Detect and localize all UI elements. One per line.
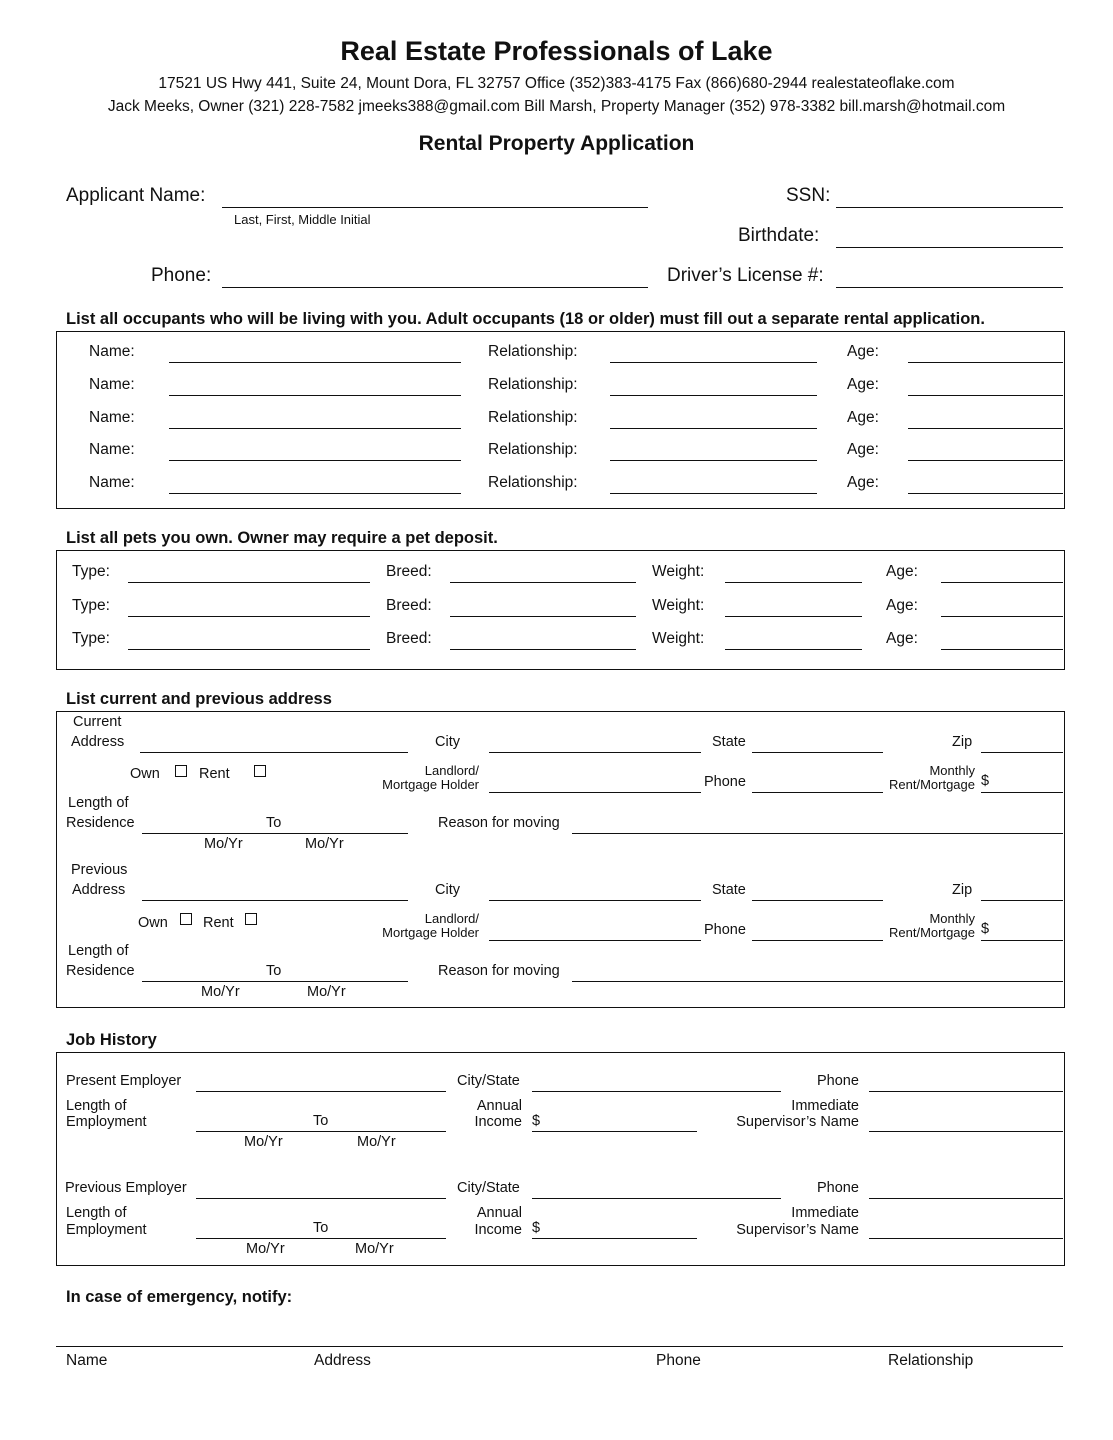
pet-age-field[interactable]: [941, 616, 1063, 617]
occupant-age-field[interactable]: [908, 395, 1063, 396]
previous-address-field[interactable]: [142, 900, 408, 901]
pet-type-label: Type:: [72, 563, 110, 580]
occupant-name-label: Name:: [89, 441, 135, 458]
previous-landlord-label-1: Landlord/: [424, 911, 479, 926]
previous-job-phone-field[interactable]: [869, 1198, 1063, 1199]
pet-age-label: Age:: [886, 597, 918, 614]
company-contacts: Jack Meeks, Owner (321) 228-7582 jmeeks388@gmail.com Bill Marsh, Property Manager (352) 978-3382 bill.marsh@hotmail.com: [107, 98, 1006, 115]
previous-job-length-label-2: Employment: [66, 1222, 147, 1238]
previous-moyr-to: Mo/Yr: [307, 984, 346, 1000]
pet-type-field[interactable]: [128, 616, 370, 617]
occupant-name-label: Name:: [89, 474, 135, 491]
previous-moyr-from: Mo/Yr: [201, 984, 240, 1000]
applicant-name-label: Applicant Name:: [66, 185, 206, 206]
current-own-checkbox[interactable]: [175, 765, 187, 777]
previous-city-label: City: [435, 882, 460, 898]
occupant-relationship-field[interactable]: [610, 428, 817, 429]
present-employer-field[interactable]: [196, 1091, 446, 1092]
pet-type-label: Type:: [72, 630, 110, 647]
previous-to-label: To: [266, 963, 282, 979]
occupant-relationship-field[interactable]: [610, 493, 817, 494]
current-landlord-label-1: Landlord/: [424, 763, 479, 778]
company-title: Real Estate Professionals of Lake: [340, 36, 773, 66]
phone-field[interactable]: [222, 287, 648, 288]
previous-monthly-label-1: Monthly: [929, 911, 975, 926]
current-monthly-label-2: Rent/Mortgage: [889, 777, 975, 792]
current-to-label: To: [266, 815, 282, 831]
present-supervisor-label-1: Immediate: [791, 1098, 859, 1114]
previous-dollar-sign: $: [981, 921, 990, 937]
occupant-name-label: Name:: [89, 376, 135, 393]
previous-zip-label: Zip: [952, 882, 973, 898]
current-address-field[interactable]: [140, 752, 408, 753]
occupant-age-label: Age:: [847, 409, 879, 426]
current-phone-field[interactable]: [752, 792, 883, 793]
previous-phone-field[interactable]: [752, 940, 883, 941]
previous-length-label-2: Residence: [66, 963, 135, 979]
previous-own-checkbox[interactable]: [180, 913, 192, 925]
pet-type-field[interactable]: [128, 649, 370, 650]
present-employer-label: Present Employer: [66, 1073, 182, 1089]
pet-type-label: Type:: [72, 597, 110, 614]
occupant-age-field[interactable]: [908, 493, 1063, 494]
pet-age-label: Age:: [886, 563, 918, 580]
pet-breed-field[interactable]: [450, 582, 636, 583]
present-length-label-1: Length of: [66, 1098, 127, 1114]
drivers-license-field[interactable]: [836, 287, 1063, 288]
occupant-relationship-label: Relationship:: [488, 441, 578, 458]
occupant-age-label: Age:: [847, 343, 879, 360]
emergency-phone-label: Phone: [656, 1352, 701, 1369]
previous-job-length-field[interactable]: [196, 1238, 446, 1239]
previous-own-label: Own: [138, 915, 168, 931]
current-address-label-1: Current: [73, 714, 122, 730]
birthdate-label: Birthdate:: [738, 225, 820, 246]
present-income-field[interactable]: [532, 1131, 697, 1132]
previous-city-field[interactable]: [489, 900, 701, 901]
occupant-name-label: Name:: [89, 409, 135, 426]
previous-phone-label: Phone: [704, 922, 746, 938]
previous-supervisor-label-1: Immediate: [791, 1205, 859, 1221]
pet-weight-label: Weight:: [652, 630, 705, 647]
company-address: 17521 US Hwy 441, Suite 24, Mount Dora, FL 32757 Office (352)383-4175 Fax (866)680-2944 realestateoflake.com: [158, 75, 955, 92]
previous-rent-label: Rent: [203, 915, 234, 931]
current-length-label-2: Residence: [66, 815, 135, 831]
drivers-license-label: Driver’s License #:: [667, 265, 824, 286]
ssn-field[interactable]: [836, 207, 1063, 208]
previous-rent-checkbox[interactable]: [245, 913, 257, 925]
ssn-label: SSN:: [786, 185, 831, 206]
occupant-age-label: Age:: [847, 441, 879, 458]
previous-monthly-label-2: Rent/Mortgage: [889, 925, 975, 940]
applicant-name-hint: Last, First, Middle Initial: [234, 212, 371, 227]
previous-landlord-label-2: Mortgage Holder: [382, 925, 479, 940]
birthdate-field[interactable]: [836, 247, 1063, 248]
previous-income-label-1: Annual: [476, 1205, 522, 1221]
occupant-name-field[interactable]: [169, 493, 461, 494]
current-length-field[interactable]: [142, 833, 408, 834]
previous-address-label-1: Previous: [71, 862, 128, 878]
present-to-label: To: [313, 1113, 329, 1129]
present-income-dollar: $: [532, 1113, 541, 1129]
occupant-relationship-field[interactable]: [610, 362, 817, 363]
address-heading: List current and previous address: [66, 690, 332, 708]
current-state-field[interactable]: [752, 752, 883, 753]
occupant-relationship-label: Relationship:: [488, 474, 578, 491]
occupant-age-label: Age:: [847, 474, 879, 491]
present-income-label-2: Income: [474, 1114, 522, 1130]
previous-job-phone-label: Phone: [817, 1180, 859, 1196]
pet-weight-label: Weight:: [652, 563, 705, 580]
emergency-name-label: Name: [66, 1352, 108, 1369]
current-dollar-sign: $: [981, 773, 990, 789]
previous-monthly-field[interactable]: [981, 940, 1063, 941]
present-city-state-label: City/State: [457, 1073, 520, 1089]
current-state-label: State: [712, 734, 746, 750]
pet-age-field[interactable]: [941, 582, 1063, 583]
current-monthly-field[interactable]: [981, 792, 1063, 793]
emergency-relationship-label: Relationship: [888, 1352, 974, 1369]
previous-supervisor-label-2: Supervisor’s Name: [736, 1222, 859, 1238]
current-moyr-to: Mo/Yr: [305, 836, 344, 852]
applicant-name-field[interactable]: [222, 207, 648, 208]
pet-breed-field[interactable]: [450, 649, 636, 650]
form-title: Rental Property Application: [418, 132, 695, 155]
previous-reason-label: Reason for moving: [438, 963, 560, 979]
present-supervisor-field[interactable]: [869, 1131, 1063, 1132]
occupant-relationship-label: Relationship:: [488, 409, 578, 426]
present-city-state-field[interactable]: [532, 1091, 781, 1092]
previous-job-length-label-1: Length of: [66, 1205, 127, 1221]
present-moyr-to: Mo/Yr: [357, 1134, 396, 1150]
current-monthly-label-1: Monthly: [929, 763, 975, 778]
current-landlord-label-2: Mortgage Holder: [382, 777, 479, 792]
pet-weight-label: Weight:: [652, 597, 705, 614]
current-zip-label: Zip: [952, 734, 973, 750]
occupant-age-field[interactable]: [908, 362, 1063, 363]
previous-city-state-field[interactable]: [532, 1198, 781, 1199]
previous-job-to-label: To: [313, 1220, 329, 1236]
occupant-name-field[interactable]: [169, 428, 461, 429]
occupant-relationship-field[interactable]: [610, 460, 817, 461]
present-length-label-2: Employment: [66, 1114, 147, 1130]
job-history-heading: Job History: [66, 1031, 157, 1049]
occupant-age-field[interactable]: [908, 428, 1063, 429]
emergency-contact-field[interactable]: [56, 1346, 1063, 1347]
current-reason-label: Reason for moving: [438, 815, 560, 831]
previous-address-label-2: Address: [72, 882, 126, 898]
occupants-heading: List all occupants who will be living with you. Adult occupants (18 or older) must fill out a separate rental application.: [66, 310, 985, 328]
current-rent-checkbox[interactable]: [254, 765, 266, 777]
previous-reason-field[interactable]: [572, 981, 1063, 982]
previous-income-dollar: $: [532, 1220, 541, 1236]
phone-label: Phone:: [151, 265, 212, 286]
pets-heading: List all pets you own. Owner may require a pet deposit.: [66, 529, 498, 547]
current-zip-field[interactable]: [981, 752, 1063, 753]
pet-breed-label: Breed:: [386, 630, 432, 647]
occupant-relationship-field[interactable]: [610, 395, 817, 396]
present-length-field[interactable]: [196, 1131, 446, 1132]
pet-breed-label: Breed:: [386, 563, 432, 580]
occupant-name-field[interactable]: [169, 362, 461, 363]
pet-weight-field[interactable]: [725, 649, 862, 650]
current-landlord-field[interactable]: [489, 792, 701, 793]
emergency-heading: In case of emergency, notify:: [66, 1288, 293, 1306]
occupant-age-field[interactable]: [908, 460, 1063, 461]
current-address-label-2: Address: [71, 734, 125, 750]
address-box: [56, 711, 1065, 1008]
job-history-box: [56, 1052, 1065, 1266]
pet-breed-label: Breed:: [386, 597, 432, 614]
emergency-address-label: Address: [314, 1352, 371, 1369]
previous-zip-field[interactable]: [981, 900, 1063, 901]
pet-age-label: Age:: [886, 630, 918, 647]
previous-landlord-field[interactable]: [489, 940, 701, 941]
pet-weight-field[interactable]: [725, 582, 862, 583]
occupant-name-field[interactable]: [169, 460, 461, 461]
previous-job-moyr-from: Mo/Yr: [246, 1241, 285, 1257]
present-phone-field[interactable]: [869, 1091, 1063, 1092]
previous-income-label-2: Income: [474, 1222, 522, 1238]
current-rent-label: Rent: [199, 766, 230, 782]
previous-state-label: State: [712, 882, 746, 898]
previous-employer-field[interactable]: [196, 1198, 446, 1199]
previous-city-state-label: City/State: [457, 1180, 520, 1196]
current-city-label: City: [435, 734, 460, 750]
previous-employer-label: Previous Employer: [65, 1180, 187, 1196]
pet-breed-field[interactable]: [450, 616, 636, 617]
occupant-name-field[interactable]: [169, 395, 461, 396]
occupant-age-label: Age:: [847, 376, 879, 393]
current-moyr-from: Mo/Yr: [204, 836, 243, 852]
previous-state-field[interactable]: [752, 900, 883, 901]
current-phone-label: Phone: [704, 774, 746, 790]
present-moyr-from: Mo/Yr: [244, 1134, 283, 1150]
pet-age-field[interactable]: [941, 649, 1063, 650]
pet-weight-field[interactable]: [725, 616, 862, 617]
current-reason-field[interactable]: [572, 833, 1063, 834]
present-supervisor-label-2: Supervisor’s Name: [736, 1114, 859, 1130]
current-own-label: Own: [130, 766, 160, 782]
previous-job-moyr-to: Mo/Yr: [355, 1241, 394, 1257]
previous-length-field[interactable]: [142, 981, 408, 982]
occupant-relationship-label: Relationship:: [488, 376, 578, 393]
previous-length-label-1: Length of: [68, 943, 129, 959]
previous-supervisor-field[interactable]: [869, 1238, 1063, 1239]
present-income-label-1: Annual: [476, 1098, 522, 1114]
previous-income-field[interactable]: [532, 1238, 697, 1239]
pet-type-field[interactable]: [128, 582, 370, 583]
occupant-relationship-label: Relationship:: [488, 343, 578, 360]
present-phone-label: Phone: [817, 1073, 859, 1089]
occupant-name-label: Name:: [89, 343, 135, 360]
current-length-label-1: Length of: [68, 795, 129, 811]
current-city-field[interactable]: [489, 752, 701, 753]
